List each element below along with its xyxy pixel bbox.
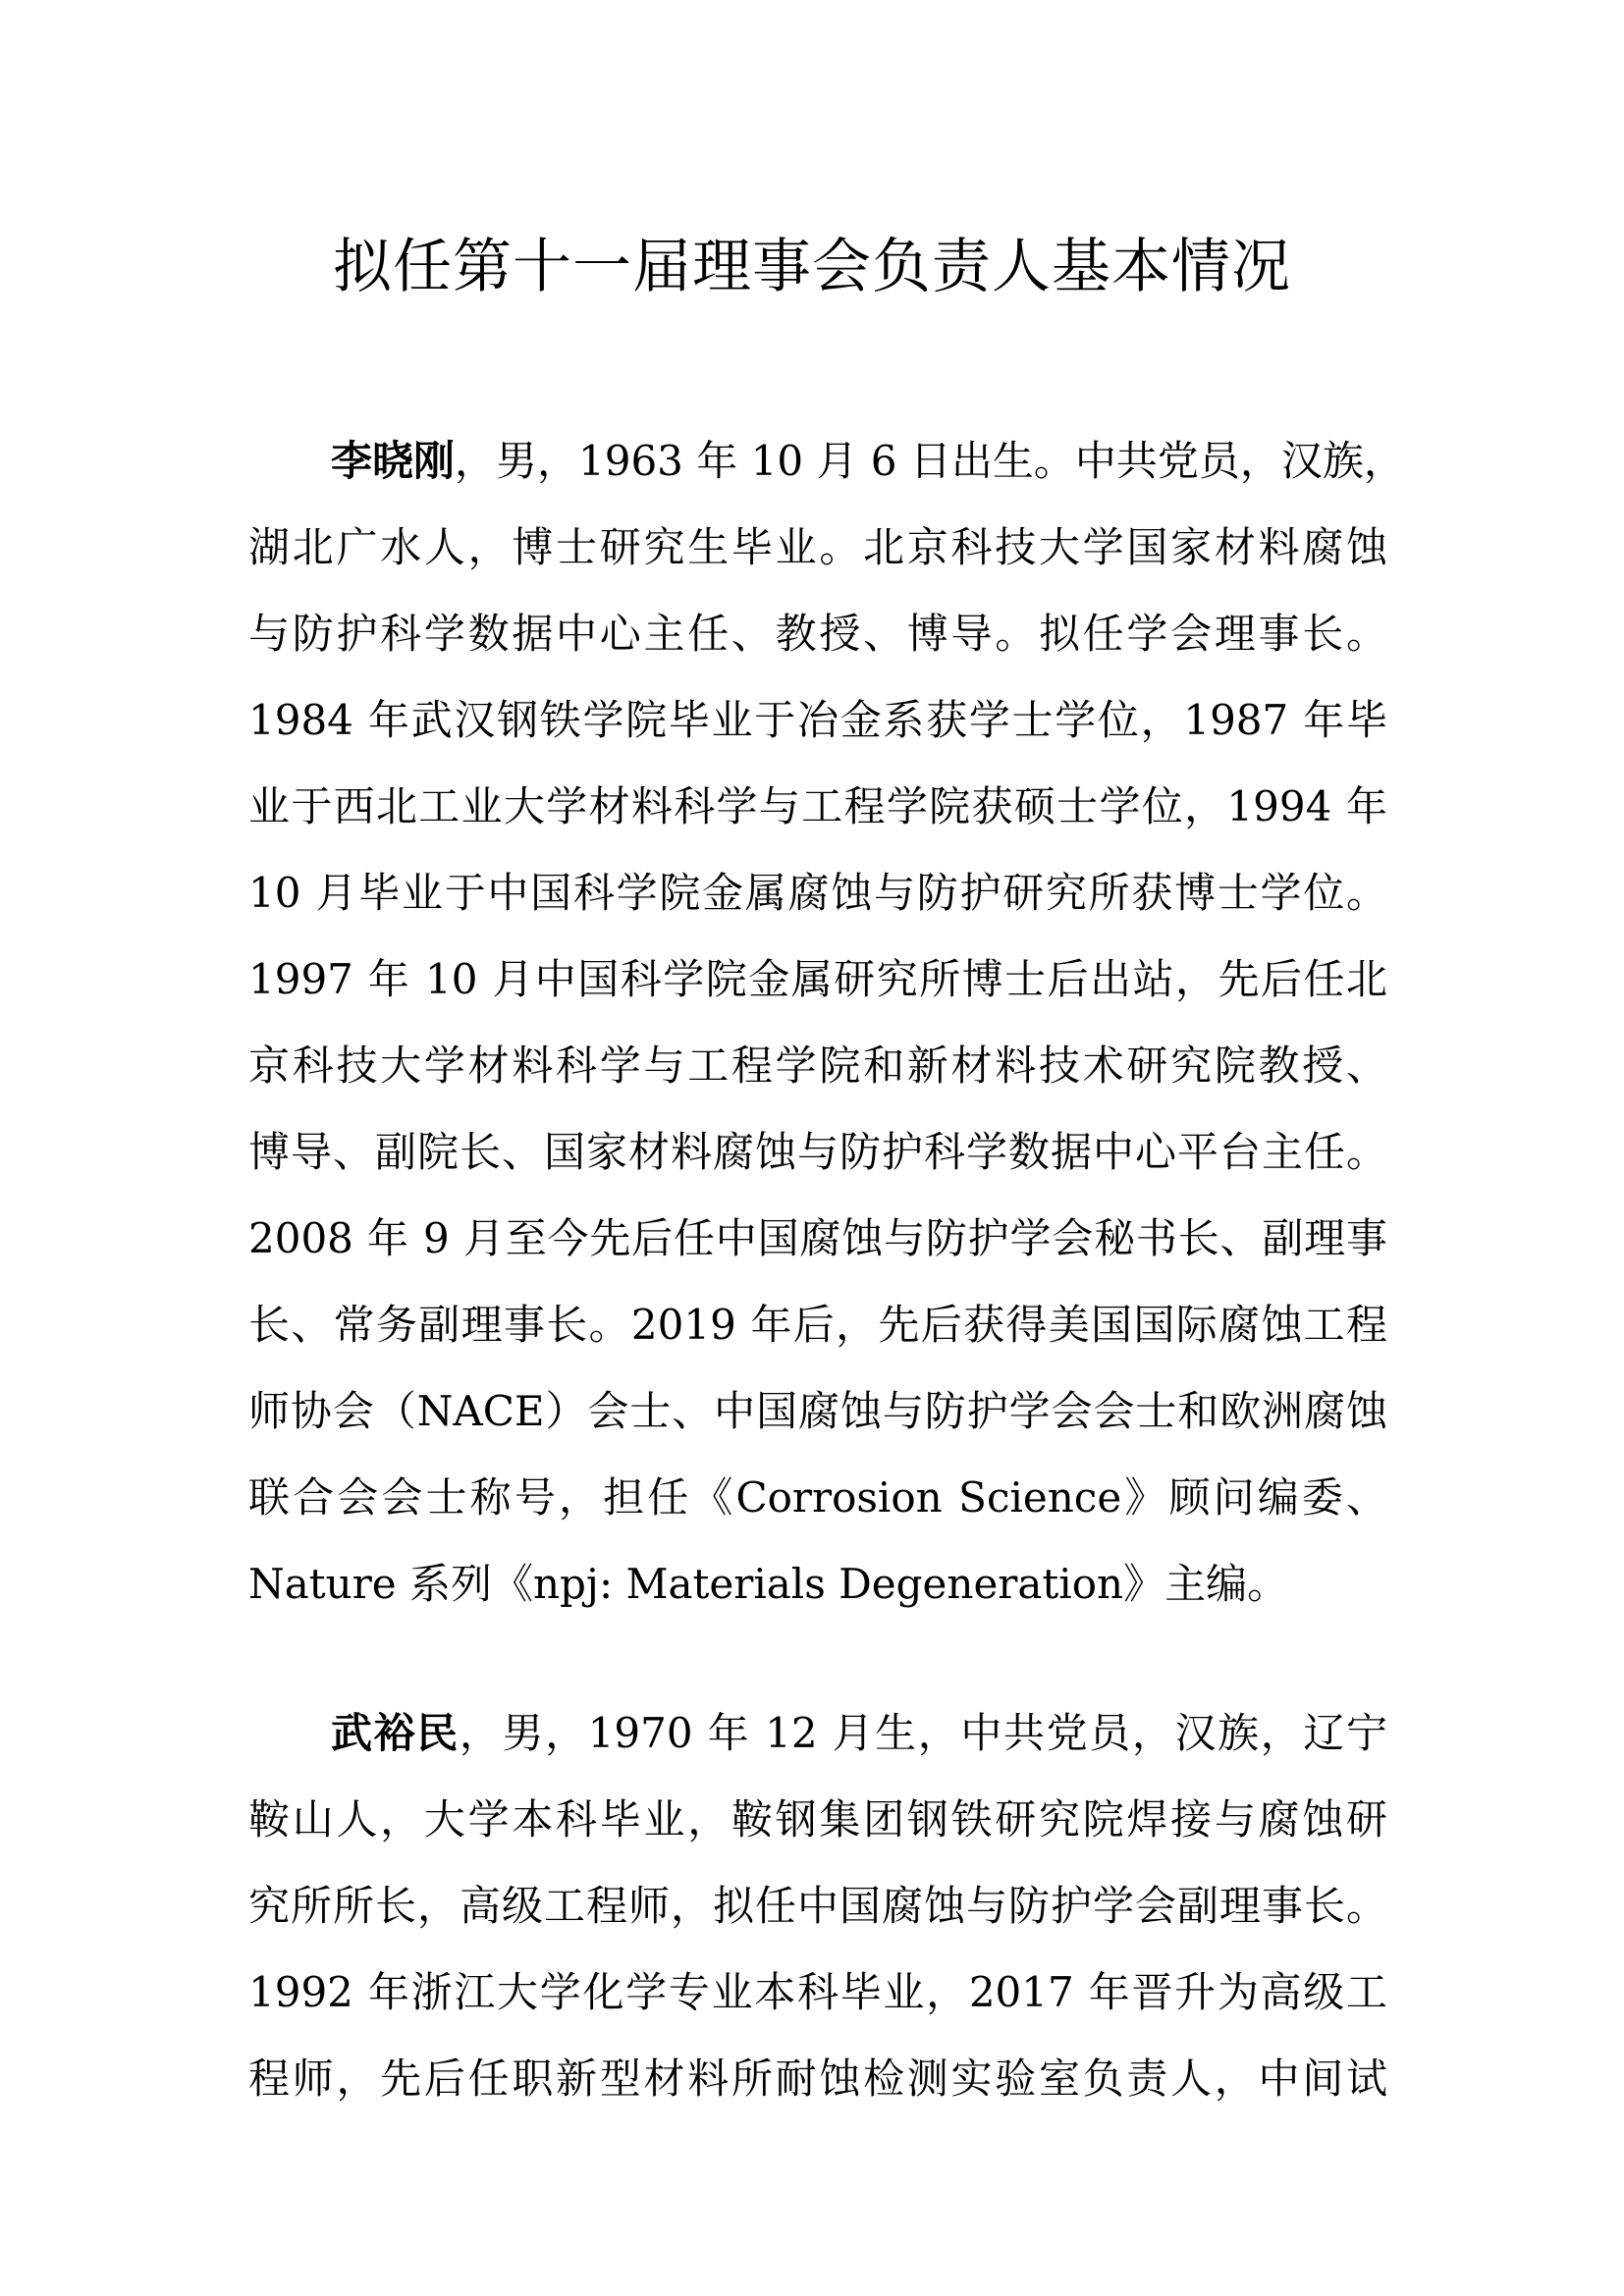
person-name: 武裕民 bbox=[331, 1709, 460, 1757]
bio-first-line bbox=[248, 1690, 1387, 1777]
bio-line: 与防护科学数据中心主任、教授、博导。拟任学会理事长。 bbox=[248, 610, 1387, 658]
bio-line: 长、常务副理事长。2019 年后，先后获得美国国际腐蚀工程 bbox=[248, 1301, 1387, 1349]
bio-line: 京科技大学材料科学与工程学院和新材料技术研究院教授、 bbox=[248, 1041, 1387, 1090]
document-title: 拟任第十一届理事会负责人基本情况 bbox=[333, 233, 1291, 301]
bio-text: ，男，1963 年 10 月 6 日出生。中共党员，汉族， bbox=[455, 437, 1405, 485]
bio-first-line bbox=[248, 418, 1405, 505]
bio-line: 1997 年 10 月中国科学院金属研究所博士后出站，先后任北 bbox=[248, 955, 1387, 1003]
bio-line: 2008 年 9 月至今先后任中国腐蚀与防护学会秘书长、副理事 bbox=[248, 1214, 1387, 1262]
bio-line: 博导、副院长、国家材料腐蚀与防护科学数据中心平台主任。 bbox=[248, 1128, 1387, 1176]
bio-line: 10 月毕业于中国科学院金属腐蚀与防护研究所获博士学位。 bbox=[248, 869, 1387, 917]
bio-line: 师协会（NACE）会士、中国腐蚀与防护学会会士和欧洲腐蚀 bbox=[248, 1387, 1387, 1435]
bio-line: 1992 年浙江大学化学专业本科毕业，2017 年晋升为高级工 bbox=[248, 1968, 1387, 2016]
person-name: 李晓刚 bbox=[331, 437, 456, 485]
bio-line: Nature 系列《npj: Materials Degeneration》主编。 bbox=[248, 1560, 1289, 1608]
bio-line: 业于西北工业大学材料科学与工程学院获硕士学位，1994 年 bbox=[248, 782, 1387, 830]
bio-line: 程师，先后任职新型材料所耐蚀检测实验室负责人，中间试 bbox=[248, 2055, 1387, 2103]
bio-text: ，男，1970 年 12 月生，中共党员，汉族，辽宁 bbox=[459, 1709, 1387, 1757]
bio-line: 1984 年武汉钢铁学院毕业于冶金系获学士学位，1987 年毕 bbox=[248, 696, 1387, 744]
bio-line: 鞍山人，大学本科毕业，鞍钢集团钢铁研究院焊接与腐蚀研 bbox=[248, 1795, 1387, 1843]
bio-wu-yumin bbox=[248, 1690, 1387, 2122]
bio-li-xiaogang bbox=[248, 418, 1405, 1628]
bio-line: 联合会会士称号，担任《Corrosion Science》顾问编委、 bbox=[248, 1473, 1387, 1522]
bio-line: 湖北广水人，博士研究生毕业。北京科技大学国家材料腐蚀 bbox=[248, 523, 1387, 571]
bio-line: 究所所长，高级工程师，拟任中国腐蚀与防护学会副理事长。 bbox=[248, 1882, 1387, 1930]
